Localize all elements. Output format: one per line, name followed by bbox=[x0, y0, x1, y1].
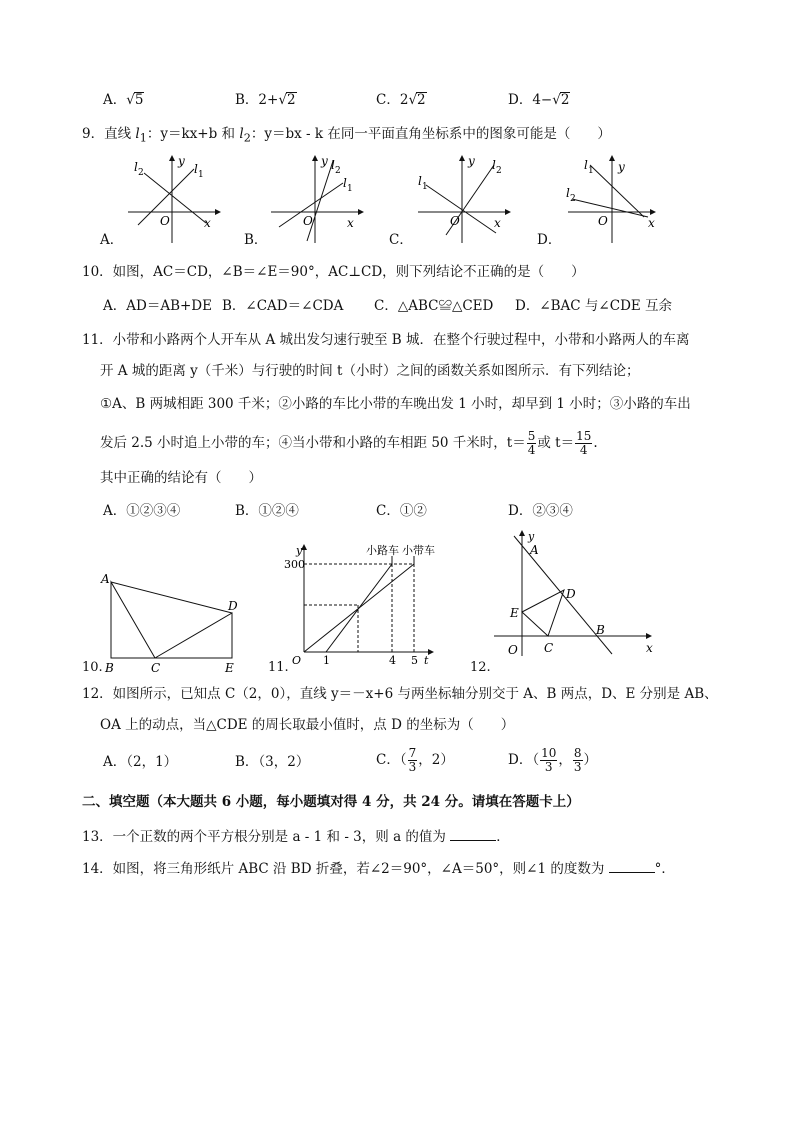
svg-text:O: O bbox=[508, 643, 518, 657]
q12-option-b: B．（3，2） bbox=[235, 754, 310, 770]
svg-text:y: y bbox=[321, 154, 328, 168]
q8-option-b: B．2+√2 bbox=[235, 92, 296, 108]
figure-10 bbox=[95, 570, 255, 675]
q11-line-5: 其中正确的结论有（ ） bbox=[100, 470, 262, 486]
fig10-label-c: C bbox=[151, 661, 161, 675]
fig10-label-e: E bbox=[225, 661, 234, 675]
q14-answer-blank[interactable] bbox=[609, 858, 655, 873]
svg-text:t: t bbox=[424, 654, 429, 667]
svg-text:x: x bbox=[347, 216, 354, 230]
svg-text:E: E bbox=[510, 606, 519, 620]
q11-fraction-1: $\frac{5}{4}$ bbox=[527, 429, 536, 457]
svg-text:2: 2 bbox=[570, 194, 576, 204]
q8-option-a: A．√5 bbox=[103, 92, 144, 108]
svg-text:l: l bbox=[418, 174, 422, 188]
svg-text:300: 300 bbox=[284, 558, 305, 571]
svg-text:x: x bbox=[494, 216, 501, 230]
q11-option-a: A．①②③④ bbox=[103, 503, 181, 519]
svg-text:B: B bbox=[596, 623, 605, 637]
q10-option-c: C．△ABC≌△CED bbox=[374, 298, 494, 314]
q9-graph-a bbox=[120, 155, 220, 245]
svg-text:1: 1 bbox=[422, 182, 428, 192]
q12-line-1: 12．如图所示，已知点 C（2，0），直线 y＝－x+6 与两坐标轴分别交于 A、B 两点，D、E 分别是 AB、 bbox=[82, 686, 718, 702]
q11-line-2: 开 A 城的距离 y（千米）与行驶的时间 t（小时）之间的函数关系如图所示．有下列结论； bbox=[100, 363, 640, 379]
svg-text:C: C bbox=[544, 641, 554, 655]
svg-text:1: 1 bbox=[323, 654, 330, 667]
svg-text:5: 5 bbox=[411, 654, 418, 667]
q11-line-4: 发后 2.5 小时追上小带的车；④当小带和小路的车相距 50 千米时，t＝ $\frac{5}{4}$ 或 t＝ $\frac{15}{4}$ . bbox=[100, 429, 598, 457]
fig10-label-b: B bbox=[105, 661, 114, 675]
fig11-legend-xiaolu: 小路车 bbox=[366, 544, 399, 557]
q12-option-c: C．（ $\frac{7}{3}$ ，2） bbox=[376, 746, 454, 774]
figure-12 bbox=[488, 528, 658, 658]
q9-label-d: D． bbox=[537, 232, 562, 248]
q12-line-2: OA 上的动点，当△CDE 的周长取最小值时，点 D 的坐标为（ ） bbox=[100, 717, 515, 733]
fig11-legend-xiaodai: 小带车 bbox=[402, 544, 435, 557]
svg-text:D: D bbox=[566, 587, 576, 601]
q9-label-c: C． bbox=[389, 232, 413, 248]
q10-option-b: B．∠CAD＝∠CDA bbox=[222, 298, 344, 314]
svg-text:l: l bbox=[331, 158, 335, 172]
q14-stem: 14．如图，将三角形纸片 ABC 沿 BD 折叠，若∠2＝90°，∠A＝50°，则∠1 的度数为 °． bbox=[82, 858, 675, 879]
svg-text:x: x bbox=[204, 216, 211, 230]
q11-line-3: ①A、B 两城相距 300 千米；②小路的车比小带的车晚出发 1 小时，却早到 1 小时；③小路的车出 bbox=[100, 396, 691, 412]
svg-text:1: 1 bbox=[588, 166, 594, 176]
svg-text:y: y bbox=[178, 154, 185, 168]
svg-text:l: l bbox=[566, 186, 570, 200]
svg-text:2: 2 bbox=[138, 168, 144, 178]
svg-text:l: l bbox=[584, 158, 588, 172]
q10-option-d: D．∠BAC 与∠CDE 互余 bbox=[515, 298, 673, 314]
fig12-number: 12. bbox=[470, 660, 491, 675]
svg-text:O: O bbox=[160, 214, 170, 228]
q9-label-a: A． bbox=[100, 232, 124, 248]
q13-stem: 13．一个正数的两个平方根分别是 a - 1 和 - 3，则 a 的值为 ． bbox=[82, 826, 510, 847]
svg-text:y: y bbox=[296, 544, 303, 557]
svg-text:O: O bbox=[450, 214, 460, 228]
svg-text:l: l bbox=[134, 160, 138, 174]
fig10-label-d: D bbox=[228, 599, 238, 613]
svg-text:y: y bbox=[528, 530, 535, 543]
svg-text:4: 4 bbox=[389, 654, 396, 667]
q9-graph-d bbox=[562, 155, 662, 245]
svg-text:y: y bbox=[468, 154, 475, 168]
svg-text:l: l bbox=[492, 158, 496, 172]
q8-option-d: D．4−√2 bbox=[508, 92, 570, 108]
fig11-number: 11. bbox=[268, 660, 289, 675]
q9-graph-c bbox=[412, 155, 512, 245]
svg-text:A: A bbox=[530, 543, 539, 557]
svg-text:2: 2 bbox=[496, 166, 502, 176]
fig10-number: 10. bbox=[82, 660, 103, 675]
q8-option-c: C．2√2 bbox=[376, 92, 426, 108]
q10-option-a: A．AD＝AB+DE bbox=[103, 298, 212, 314]
svg-text:y: y bbox=[618, 160, 625, 174]
q11-option-d: D．②③④ bbox=[508, 503, 573, 519]
q11-option-b: B．①②④ bbox=[235, 503, 299, 519]
svg-text:1: 1 bbox=[347, 184, 353, 194]
q9-graph-b bbox=[265, 155, 365, 245]
svg-text:1: 1 bbox=[198, 170, 204, 180]
svg-text:O: O bbox=[303, 214, 313, 228]
q10-stem: 10．如图，AC＝CD，∠B＝∠E＝90°，AC⊥CD，则下列结论不正确的是（ ） bbox=[82, 264, 585, 280]
q12-option-d: D．（ $\frac{10}{3}$ ， $\frac{8}{3}$ ） bbox=[508, 746, 597, 774]
fig10-label-a: A bbox=[101, 572, 110, 586]
q9-label-b: B． bbox=[244, 232, 268, 248]
figure-11 bbox=[280, 540, 440, 670]
q11-fraction-2: $\frac{15}{4}$ bbox=[576, 429, 592, 457]
svg-text:x: x bbox=[648, 216, 655, 230]
svg-text:l: l bbox=[343, 176, 347, 190]
section-2-heading: 二、填空题（本大题共 6 小题，每小题填对得 4 分，共 24 分。请填在答题卡上） bbox=[82, 794, 580, 810]
svg-text:x: x bbox=[646, 641, 653, 655]
q13-answer-blank[interactable] bbox=[450, 826, 496, 841]
svg-text:l: l bbox=[194, 162, 198, 176]
svg-text:O: O bbox=[292, 654, 302, 667]
q12-option-a: A．（2，1） bbox=[103, 754, 178, 770]
q9-stem: 9．直线 $l_1$：y＝kx+b 和 $l_2$：y＝bx - k 在同一平面直角坐标系中的图象可能是（ ） bbox=[82, 126, 611, 145]
svg-text:2: 2 bbox=[335, 166, 341, 176]
q11-option-c: C．①② bbox=[376, 503, 427, 519]
svg-text:O: O bbox=[598, 214, 608, 228]
q11-line-1: 11．小带和小路两个人开车从 A 城出发匀速行驶至 B 城．在整个行驶过程中，小带和小路两人的车离 bbox=[82, 332, 690, 348]
